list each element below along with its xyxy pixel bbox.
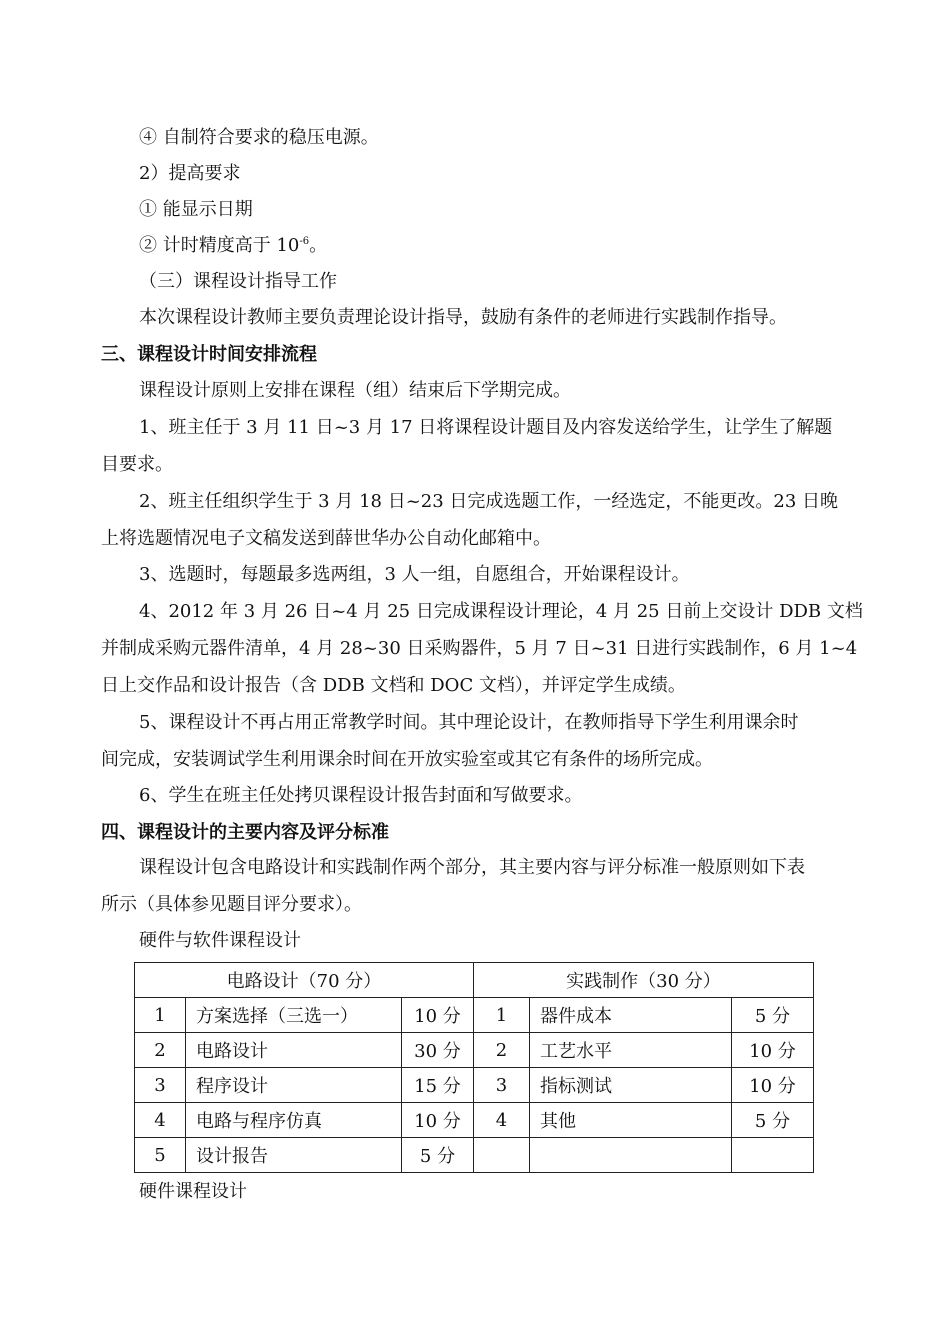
table-row xyxy=(135,1033,814,1068)
cell-item xyxy=(530,1138,732,1173)
cell-score: 5 分 xyxy=(732,1103,814,1138)
cell-no: 5 xyxy=(135,1138,186,1173)
cell-item: 设计报告 xyxy=(186,1138,402,1173)
cell-score: 5 分 xyxy=(732,998,814,1033)
paragraph-2-line-2: 上将选题情况电子文稿发送到薛世华办公自动化邮箱中。 xyxy=(101,528,551,549)
text-line: ④ 自制符合要求的稳压电源。 xyxy=(139,127,379,148)
paragraph-1-line-1: 1、班主任于 3 月 11 日~3 月 17 日将课程设计题目及内容发送给学生，让学生了解题 xyxy=(139,417,833,438)
cell-no: 4 xyxy=(135,1103,186,1138)
paragraph-1-line-2: 目要求。 xyxy=(101,454,173,475)
cell-no: 2 xyxy=(135,1033,186,1068)
text-line: 2）提高要求 xyxy=(139,163,241,184)
paragraph-7-line-1: 课程设计包含电路设计和实践制作两个部分，其主要内容与评分标准一般原则如下表 xyxy=(139,857,805,878)
paragraph-4-line-2: 并制成采购元器件清单，4 月 28~30 日采购器件，5 月 7 日~31 日进行实践制作，6 月 1~4 xyxy=(101,638,858,659)
paragraph-4-line-3: 日上交作品和设计报告（含 DDB 文档和 DOC 文档），并评定学生成绩。 xyxy=(101,675,686,696)
cell-no: 3 xyxy=(474,1068,530,1103)
cell-no: 2 xyxy=(474,1033,530,1068)
cell-no: 4 xyxy=(474,1103,530,1138)
cell-item: 其他 xyxy=(530,1103,732,1138)
cell-score xyxy=(732,1138,814,1173)
text-line: 本次课程设计教师主要负责理论设计指导，鼓励有条件的老师进行实践制作指导。 xyxy=(139,307,787,328)
cell-item: 电路设计 xyxy=(186,1033,402,1068)
scoring-table xyxy=(134,962,814,1173)
table-caption-2: 硬件课程设计 xyxy=(139,1181,247,1202)
cell-no: 3 xyxy=(135,1068,186,1103)
cell-score: 15 分 xyxy=(402,1068,474,1103)
table-row xyxy=(135,998,814,1033)
cell-score: 10 分 xyxy=(732,1033,814,1068)
precision-exponent: -6 xyxy=(299,236,310,247)
paragraph-4-line-1: 4、2012 年 3 月 26 日~4 月 25 日完成课程设计理论，4 月 25 日前上交设计 DDB 文档 xyxy=(139,601,863,622)
table-row xyxy=(135,1068,814,1103)
paragraph-3: 3、选题时，每题最多选两组，3 人一组，自愿组合，开始课程设计。 xyxy=(139,564,690,585)
text-line-precision xyxy=(139,234,327,258)
cell-no: 1 xyxy=(135,998,186,1033)
cell-score: 10 分 xyxy=(732,1068,814,1103)
section-heading-3: 三、课程设计时间安排流程 xyxy=(101,344,317,365)
precision-end: 。 xyxy=(309,235,328,256)
paragraph-6: 6、学生在班主任处拷贝课程设计报告封面和写做要求。 xyxy=(139,785,583,806)
paragraph-2-line-1: 2、班主任组织学生于 3 月 18 日~23 日完成选题工作，一经选定，不能更改。23 日晚 xyxy=(139,491,839,512)
table-caption: 硬件与软件课程设计 xyxy=(139,930,301,951)
cell-no xyxy=(474,1138,530,1173)
subsection-heading: （三）课程设计指导工作 xyxy=(139,271,337,292)
paragraph-5-line-2: 间完成，安装调试学生利用课余时间在开放实验室或其它有条件的场所完成。 xyxy=(101,749,713,770)
header-circuit-design: 电路设计（70 分） xyxy=(135,963,474,998)
cell-item: 方案选择（三选一） xyxy=(186,998,402,1033)
cell-item: 工艺水平 xyxy=(530,1033,732,1068)
cell-score: 30 分 xyxy=(402,1033,474,1068)
paragraph-7-line-2: 所示（具体参见题目评分要求）。 xyxy=(101,894,362,915)
cell-item: 电路与程序仿真 xyxy=(186,1103,402,1138)
text-line: 课程设计原则上安排在课程（组）结束后下学期完成。 xyxy=(139,380,571,401)
table-row xyxy=(135,1103,814,1138)
cell-item: 程序设计 xyxy=(186,1068,402,1103)
cell-score: 10 分 xyxy=(402,1103,474,1138)
header-practice: 实践制作（30 分） xyxy=(474,963,814,998)
text-line: ① 能显示日期 xyxy=(139,199,253,220)
table-row xyxy=(135,1138,814,1173)
paragraph-5-line-1: 5、课程设计不再占用正常教学时间。其中理论设计，在教师指导下学生利用课余时 xyxy=(139,712,799,733)
precision-text: ② 计时精度高于 10 xyxy=(139,235,300,256)
cell-score: 10 分 xyxy=(402,998,474,1033)
table-header-row xyxy=(135,963,814,998)
cell-item: 器件成本 xyxy=(530,998,732,1033)
section-heading-4: 四、课程设计的主要内容及评分标准 xyxy=(101,822,389,843)
cell-score: 5 分 xyxy=(402,1138,474,1173)
cell-no: 1 xyxy=(474,998,530,1033)
cell-item: 指标测试 xyxy=(530,1068,732,1103)
